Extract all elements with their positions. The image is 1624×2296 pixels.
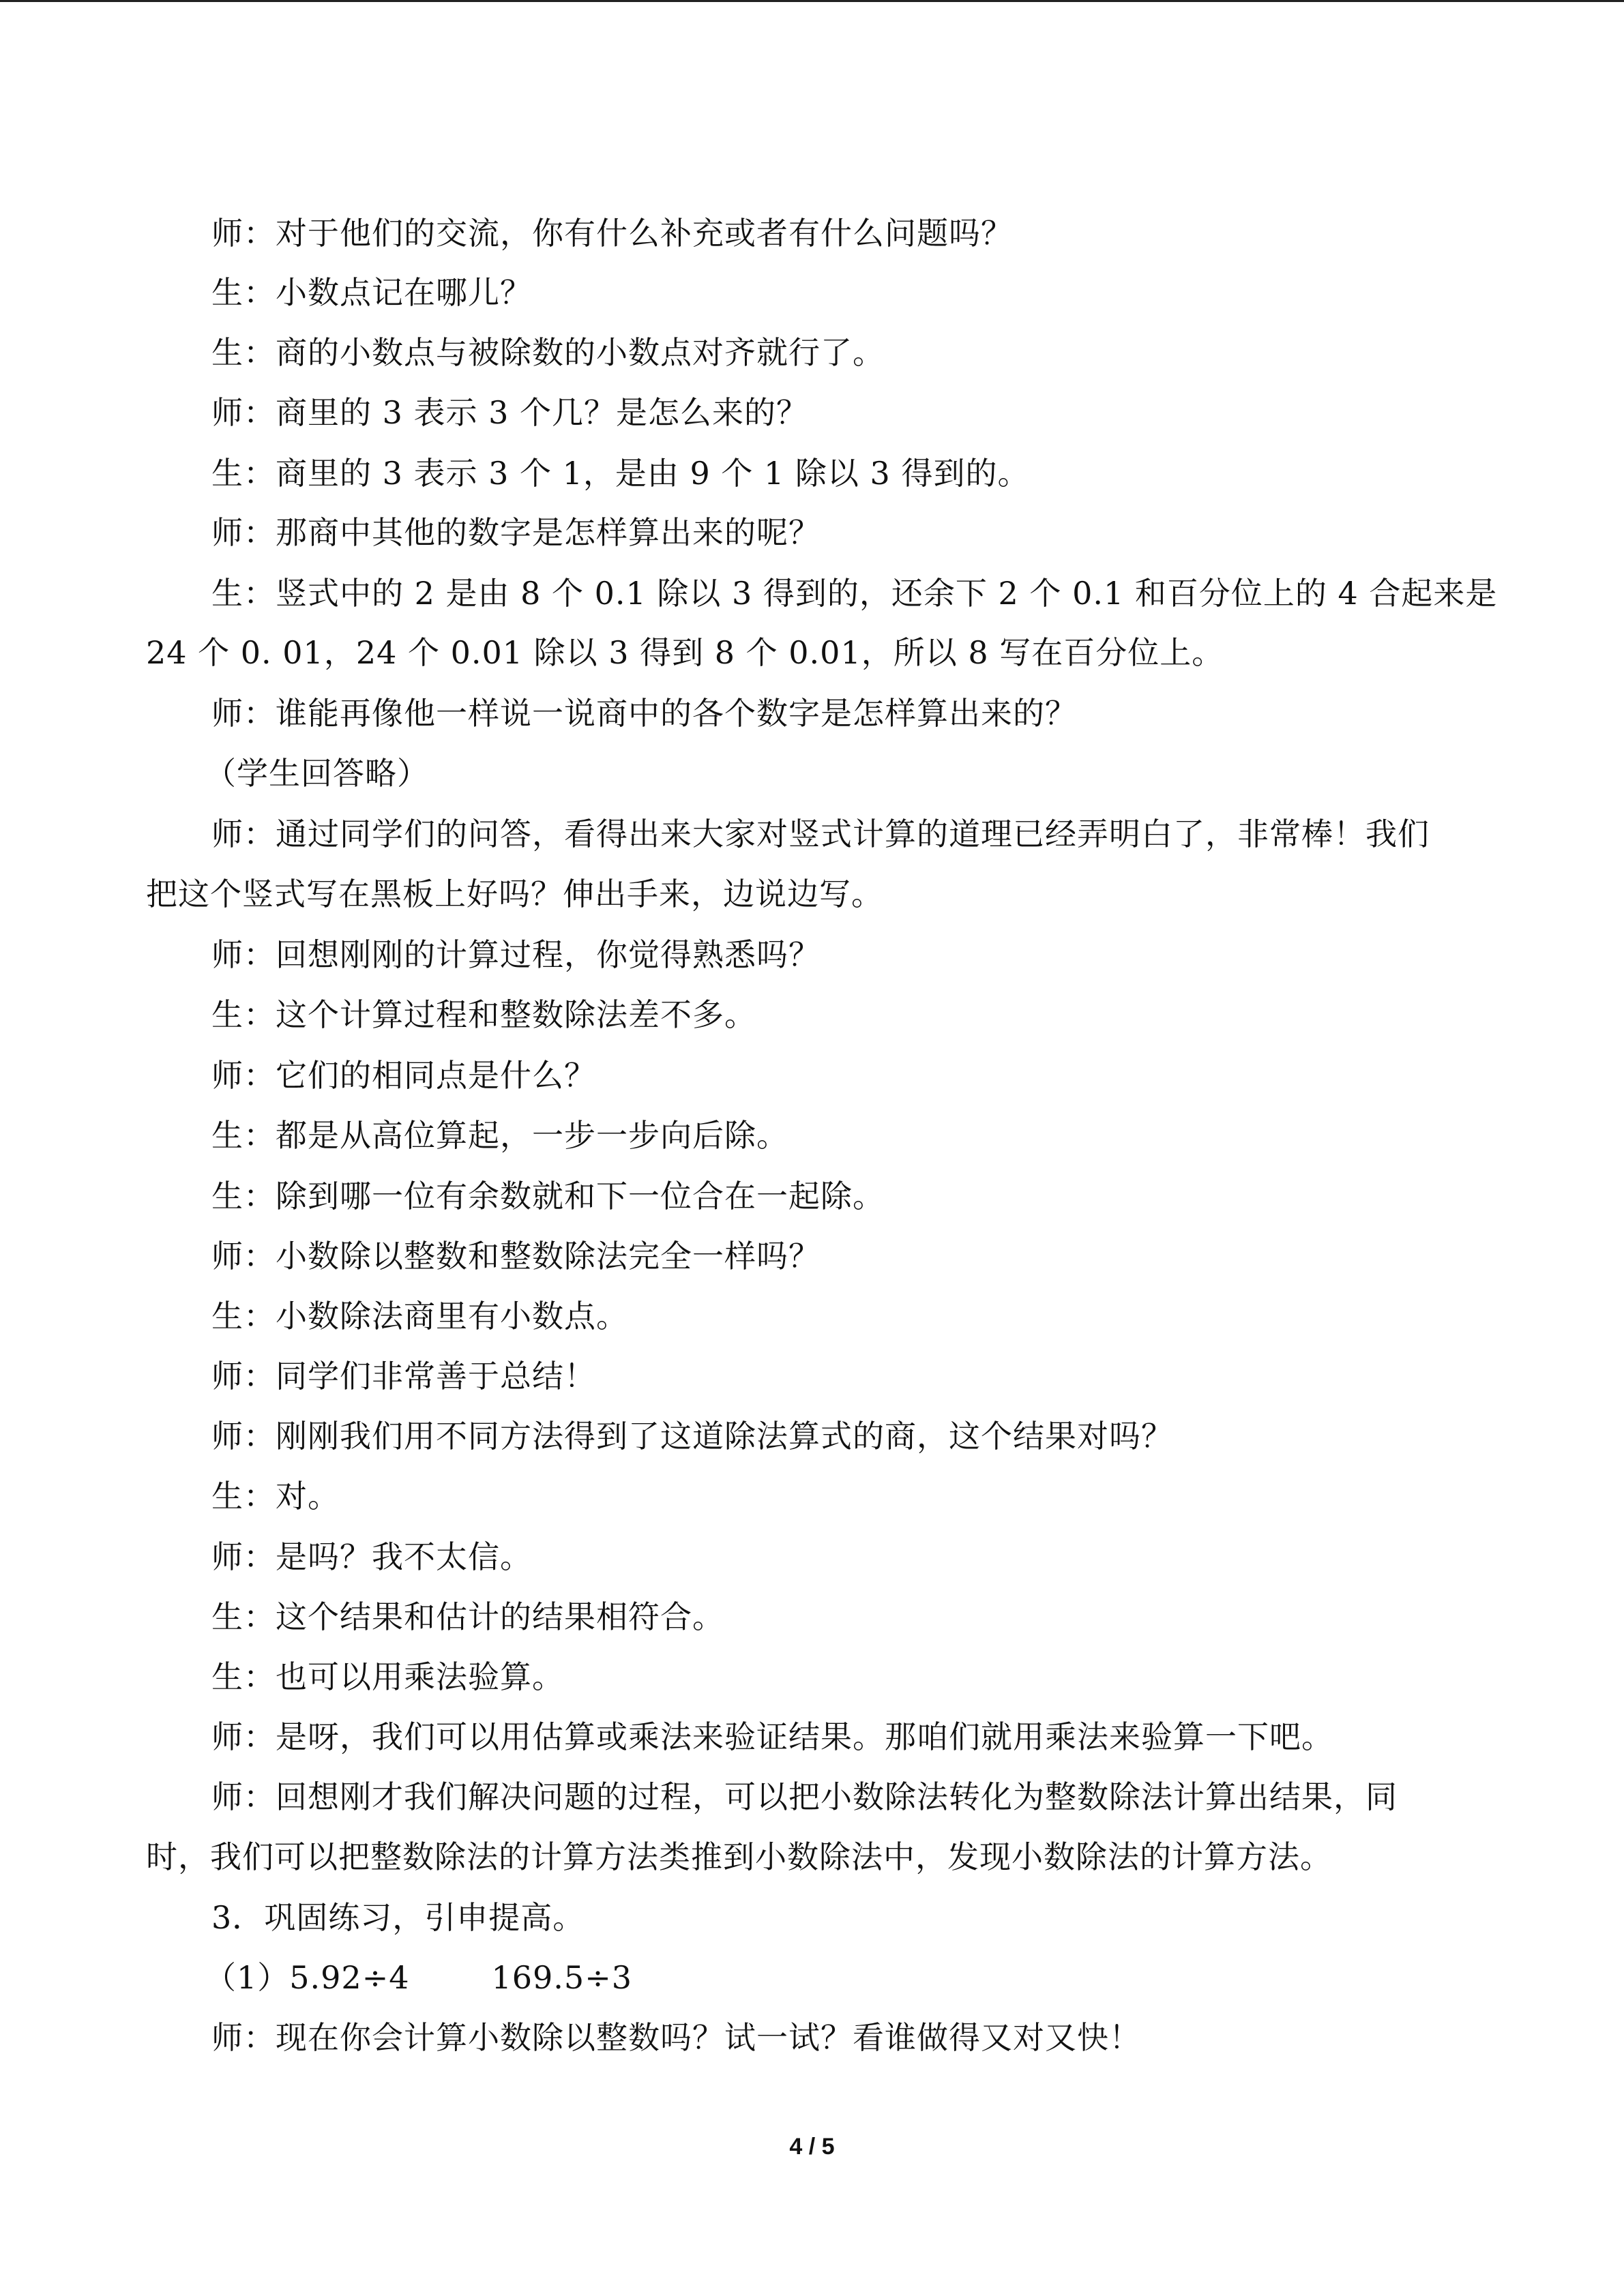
exercise-item-2: 169.5÷3 bbox=[491, 1959, 632, 1996]
section-heading: 3．巩固练习，引申提高。 bbox=[211, 1899, 585, 1936]
paragraph-line: 生：竖式中的 2 是由 8 个 0.1 除以 3 得到的，还余下 2 个 0.1 和百分位上的 4 合起来是 bbox=[211, 575, 1498, 612]
paragraph-line: 师：同学们非常善于总结！ bbox=[211, 1358, 596, 1395]
paragraph-line: 生：商的小数点与被除数的小数点对齐就行了。 bbox=[211, 334, 885, 371]
paragraph-line: 师：谁能再像他一样说一说商中的各个数字是怎样算出来的？ bbox=[211, 695, 1077, 732]
paragraph-line: 师：回想刚才我们解决问题的过程，可以把小数除法转化为整数除法计算出结果，同 bbox=[211, 1778, 1398, 1815]
paragraph-line: 生：小数点记在哪儿？ bbox=[211, 274, 532, 311]
paragraph-line: 生：除到哪一位有余数就和下一位合在一起除。 bbox=[211, 1178, 885, 1214]
paragraph-line: 师：小数除以整数和整数除法完全一样吗？ bbox=[211, 1238, 821, 1274]
paragraph-line: 师：它们的相同点是什么？ bbox=[211, 1057, 596, 1094]
paragraph-line: 师：通过同学们的问答，看得出来大家对竖式计算的道理已经弄明白了，非常棒！我们 bbox=[211, 816, 1430, 852]
paragraph-line: 师：回想刚刚的计算过程，你觉得熟悉吗？ bbox=[211, 936, 821, 973]
paragraph-line: 生：都是从高位算起，一步一步向后除。 bbox=[211, 1117, 788, 1154]
exercise-line bbox=[205, 1957, 632, 1998]
paragraph-line: （学生回答略） bbox=[205, 755, 429, 792]
paragraph-line: 生：商里的 3 表示 3 个 1，是由 9 个 1 除以 3 得到的。 bbox=[211, 455, 1030, 492]
paragraph-line: 时，我们可以把整数除法的计算方法类推到小数除法中，发现小数除法的计算方法。 bbox=[146, 1838, 1332, 1875]
paragraph-line: 师：是呀，我们可以用估算或乘法来验证结果。那咱们就用乘法来验算一下吧。 bbox=[211, 1718, 1333, 1755]
paragraph-line: 师：刚刚我们用不同方法得到了这道除法算式的商，这个结果对吗？ bbox=[211, 1418, 1173, 1455]
exercise-item-1: （1）5.92÷4 bbox=[205, 1959, 410, 1996]
paragraph-line: 24 个 0. 01，24 个 0.01 除以 3 得到 8 个 0.01，所以 8 写在百分位上。 bbox=[146, 634, 1224, 671]
paragraph-line: 师：那商中其他的数字是怎样算出来的呢？ bbox=[211, 514, 821, 551]
paragraph-line: 生：也可以用乘法验算。 bbox=[211, 1658, 564, 1695]
paragraph-line: 师：商里的 3 表示 3 个几？是怎么来的？ bbox=[211, 394, 809, 431]
paragraph-line: 师：是吗？我不太信。 bbox=[211, 1538, 532, 1575]
paragraph-line: 师：现在你会计算小数除以整数吗？试一试？看谁做得又对又快！ bbox=[211, 2019, 1141, 2056]
page-number: 4 / 5 bbox=[789, 2134, 835, 2160]
paragraph-line: 生：对。 bbox=[211, 1478, 340, 1515]
paragraph-line: 师：对于他们的交流，你有什么补充或者有什么问题吗？ bbox=[211, 215, 1013, 252]
paragraph-line: 生：小数除法商里有小数点。 bbox=[211, 1298, 628, 1335]
paragraph-line: 生：这个结果和估计的结果相符合。 bbox=[211, 1598, 724, 1635]
paragraph-line: 生：这个计算过程和整数除法差不多。 bbox=[211, 996, 756, 1033]
paragraph-line: 把这个竖式写在黑板上好吗？伸出手来，边说边写。 bbox=[146, 876, 883, 912]
